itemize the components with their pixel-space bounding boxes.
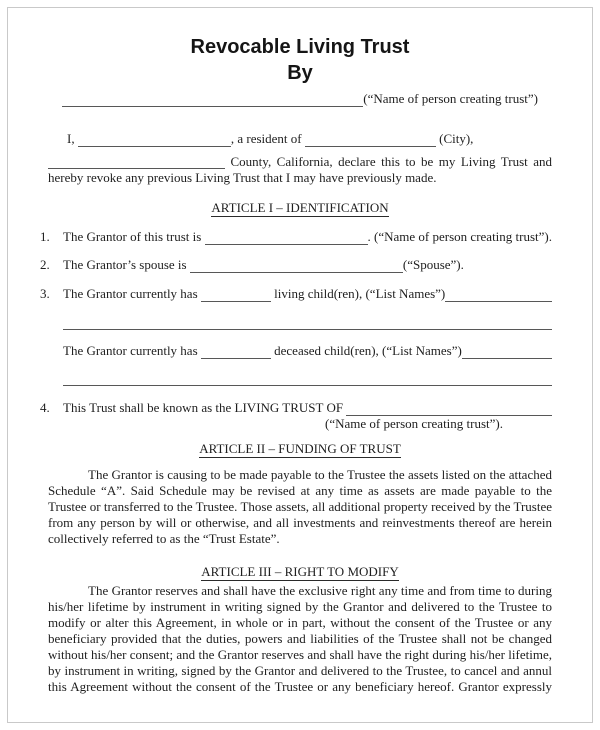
item2-post: (“Spouse”). (402, 257, 464, 272)
county-declaration (48, 154, 552, 186)
article3-paragraph: The Grantor reserves and shall have the exclusive right any time and from time to during his/her lifetime by instrument in writing signed by the Grantor and delivered to the Trustee to modify or alter this Agreement, in whole or in part, without the consent of the Trustee or any beneficiary provided that the duties, powers and liabilities of the Trustee shall not be changed without his/her consent; and the Grantor reserves and shall have the right during his/her lifetime, by instrument in writing, signed by the Grantor and delivered to the Trustee, to cancel and annul this Agreement without the consent of the Trustee or any beneficiary hereof. Grantor expressly (48, 583, 552, 694)
title-line-2: By (287, 62, 313, 84)
deceased-children-line (63, 343, 552, 359)
item1-pre: The Grantor of this trust is (63, 229, 205, 244)
item3-number: 3. (40, 286, 50, 301)
item1-post: . (“Name of person creating trust”). (367, 229, 552, 244)
list-item-1 (40, 229, 552, 245)
article2-heading: ARTICLE II – FUNDING OF TRUST (199, 441, 401, 456)
item1-number: 1. (40, 229, 50, 244)
declarant-name-blank[interactable] (78, 144, 231, 147)
item2-number: 2. (40, 257, 50, 272)
living-children-line (63, 286, 552, 302)
living-children-names-continued-blank[interactable] (63, 329, 552, 330)
deceased-children-count-blank[interactable] (201, 356, 271, 359)
item4-pre: This Trust shall be known as the LIVING TRUST OF (63, 400, 347, 415)
deceased-children-names-blank[interactable] (462, 356, 552, 359)
item3-body (63, 286, 552, 386)
city-blank[interactable] (305, 144, 436, 147)
living-children-names-blank[interactable] (445, 299, 552, 302)
county-blank[interactable] (48, 168, 225, 169)
living-children-count-blank[interactable] (201, 299, 271, 302)
living-post: living child(ren), (“List Names”) (270, 286, 446, 301)
item4-number: 4. (40, 400, 50, 415)
county-sentence: County, California, declare this to be my Living Trust and hereby revoke any previous Living Trust that I may have previously made. (48, 154, 553, 185)
deceased-post: deceased child(ren), (“List Names”) (270, 343, 462, 358)
declarant-line (48, 131, 552, 147)
spouse-name-blank[interactable] (190, 270, 403, 273)
living-pre: The Grantor currently has (63, 286, 201, 301)
article3-heading: ARTICLE III – RIGHT TO MODIFY (201, 564, 399, 579)
declarant-prefix: I, (67, 131, 78, 146)
article2-paragraph: The Grantor is causing to be made payable to the Trustee the assets listed on the attached Schedule “A”. Said Schedule may be revised at any time as assets are made payable to the Trustee or transferred to the Trustee. Those assets, all additional property received by the Trustee from any person by will or otherwise, and all investments and reinvestments thereof are herein collectively referred to as the “Trust Estate”. (48, 467, 553, 546)
item2-body (63, 257, 552, 273)
resident-label: , a resident of (230, 131, 305, 146)
trust-name-line (63, 400, 552, 416)
deceased-children-names-continued-blank[interactable] (63, 385, 552, 386)
item1-body (63, 229, 552, 245)
trust-name-caption: (“Name of person creating trust”). (325, 416, 503, 431)
grantor-name-line (48, 91, 552, 107)
item4-body (63, 400, 552, 432)
list-item-4 (40, 400, 552, 432)
document-content (40, 34, 553, 695)
item2-pre: The Grantor’s spouse is (63, 257, 190, 272)
deceased-pre: The Grantor currently has (63, 343, 201, 358)
grantor-of-trust-blank[interactable] (205, 242, 368, 245)
list-item-3 (40, 286, 552, 386)
list-item-2 (40, 257, 552, 273)
document-title (48, 34, 552, 86)
grantor-name-caption: (“Name of person creating trust”) (363, 91, 538, 106)
grantor-name-blank[interactable] (62, 104, 363, 107)
title-line-1: Revocable Living Trust (190, 36, 410, 58)
article1-heading: ARTICLE I – IDENTIFICATION (211, 200, 389, 215)
city-caption: (City), (435, 131, 474, 146)
